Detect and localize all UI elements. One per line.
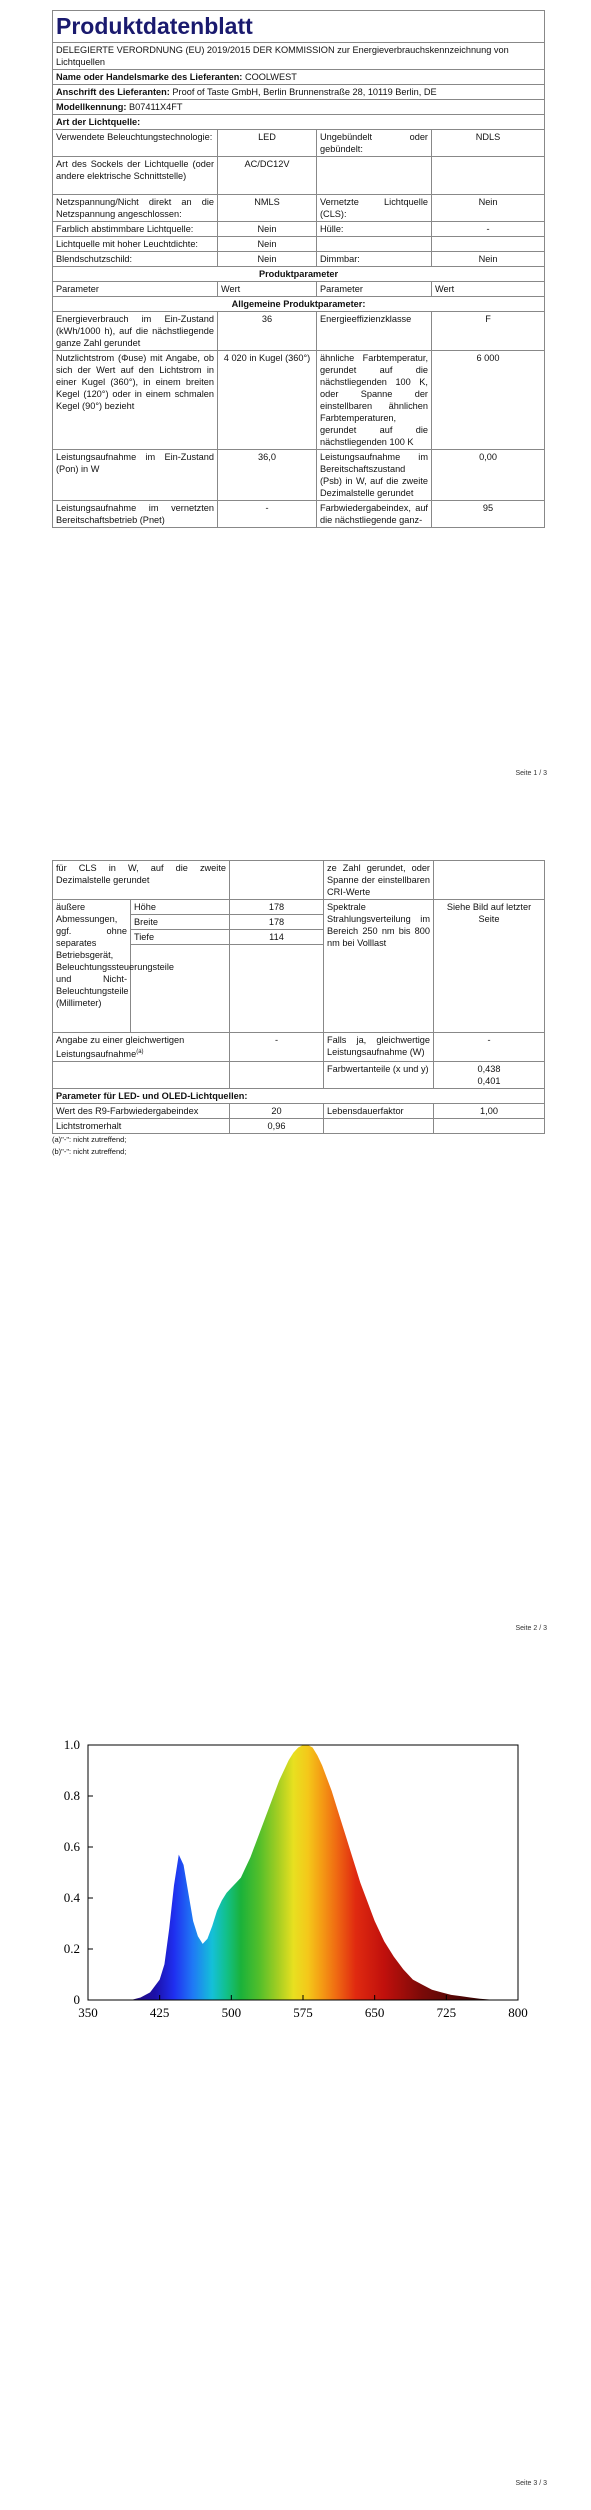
dimension-name: Breite — [131, 915, 230, 930]
continued-row: für CLS in W, auf die zweite Dezimalstelle gerundet ze Zahl gerundet, oder Spanne der einstellbaren CRI-Werte — [53, 861, 545, 900]
equivalent-power-w-value: - — [434, 1033, 545, 1062]
dimension-value: 178 — [230, 900, 324, 915]
page-number: Seite 3 / 3 — [515, 2480, 547, 2487]
general-row: Energieverbrauch im Ein-Zustand (kWh/1000 h), auf die nächstliegende ganze Zahl gerundet 36 Energieeffizienzklasse F — [53, 312, 545, 351]
model-row — [53, 100, 545, 115]
product-data-sheet-table-continued — [52, 860, 545, 1134]
model-value: B07411X4FT — [129, 102, 183, 112]
dimension-value: 114 — [230, 930, 324, 945]
dimension-name: Höhe — [131, 900, 230, 915]
dimension-row — [53, 900, 545, 915]
page-title: Produktdatenblatt — [53, 11, 545, 43]
spectrum-area — [131, 1745, 499, 2000]
regulation-text: DELEGIERTE VERORDNUNG (EU) 2019/2015 DER KOMMISSION zur Energieverbrauchskennzeichnung von Lichtquellen — [53, 43, 545, 70]
chromaticity-label: Farbwertanteile (x und y) — [324, 1062, 434, 1089]
x-tick-label: 725 — [436, 2005, 457, 2020]
dimension-value: 178 — [230, 915, 324, 930]
address-row — [53, 85, 545, 100]
chromaticity-y: 0,401 — [477, 1076, 501, 1087]
type-row: Netzspannung/Nicht direkt an die Netzspannung angeschlossen: NMLS Vernetzte Lichtquelle (CLS): Nein — [53, 195, 545, 222]
equivalent-power-row: Angabe zu einer gleichwertigen Leistungsaufnahme$^{(a)}$ - Falls ja, gleichwertige Leistungsaufnahme (W) - — [53, 1033, 545, 1062]
y-tick-label: 0.8 — [63, 1788, 80, 1803]
brand-row — [53, 70, 545, 85]
equivalent-power-label: Angabe zu einer gleichwertigen Leistungsaufnahme — [56, 1035, 185, 1060]
type-row: Art des Sockels der Lichtquelle (oder andere elektrische Schnittstelle) AC/DC12V — [53, 157, 545, 195]
led-row: Lichtstromerhalt 0,96 — [53, 1119, 545, 1134]
model-label: Modellkennung: — [56, 102, 127, 112]
footnote-b: (b)"-": nicht zutreffend; — [52, 1147, 127, 1157]
page-2 — [0, 860, 591, 1640]
general-row: Leistungsaufnahme im Ein-Zustand (Pon) in W 36,0 Leistungsaufnahme im Bereitschaftszustand (Psb) in W, auf die zweite Dezimalstelle gerundet 0,00 — [53, 450, 545, 501]
brand-value: COOLWEST — [244, 72, 297, 82]
chromaticity-row — [53, 1062, 545, 1089]
led-parameters-header: Parameter für LED- und OLED-Lichtquellen: — [53, 1089, 545, 1104]
page-number: Seite 1 / 3 — [515, 770, 547, 777]
y-tick-label: 0.4 — [63, 1890, 80, 1905]
type-row: Verwendete Beleuchtungstechnologie: LED Ungebündelt oder gebündelt: NDLS — [53, 130, 545, 157]
brand-label: Name oder Handelsmarke des Lieferanten: — [56, 72, 243, 82]
x-tick-label: 425 — [149, 2005, 170, 2020]
type-row: Farblich abstimmbare Lichtquelle: Nein Hülle: - — [53, 222, 545, 237]
chromaticity-x: 0,438 — [477, 1064, 501, 1075]
page-number: Seite 2 / 3 — [515, 1625, 547, 1632]
led-row: Wert des R9-Farbwiedergabeindex 20 Lebensdauerfaktor 1,00 — [53, 1104, 545, 1119]
type-row: Lichtquelle mit hoher Leuchtdichte: Nein — [53, 237, 545, 252]
spectral-label: Spektrale Strahlungsverteilung im Bereich 250 nm bis 800 nm bei Volllast — [324, 900, 434, 1033]
y-tick-label: 0 — [73, 1992, 80, 2007]
y-tick-label: 0.2 — [63, 1941, 80, 1956]
general-row: Leistungsaufnahme im vernetzten Bereitschaftsbetrieb (Pnet) - Farbwiedergabeindex, auf die nächstliegende ganz- 95 — [53, 501, 545, 528]
y-tick-label: 1.0 — [63, 1737, 80, 1752]
address-label: Anschrift des Lieferanten: — [56, 87, 170, 97]
general-parameters-header: Allgemeine Produktparameter: — [53, 297, 545, 312]
page-3 — [0, 1700, 591, 2510]
type-row: Blendschutzschild: Nein Dimmbar: Nein — [53, 252, 545, 267]
light-source-type-header: Art der Lichtquelle: — [53, 115, 545, 130]
y-tick-label: 0.6 — [63, 1839, 80, 1854]
x-tick-label: 800 — [508, 2005, 528, 2020]
x-tick-label: 650 — [364, 2005, 385, 2020]
general-row: Nutzlichtstrom (Φuse) mit Angabe, ob sich der Wert auf den Lichtstrom in einer Kugel (360°), in einem breiten Kegel (120°) oder in einem schmalen Kegel (90°) bezieht 4 020 in Kugel (360°) ähnliche Farbtemperatur, gerundet auf die nächstliegenden 100 K, oder Spanne der einstellbaren ähnlichen Farbtemperaturen, gerundet auf die nächstliegenden 100 K 6 000 — [53, 351, 545, 450]
dimensions-label: äußere Abmessungen, ggf. ohne separates Betriebsgerät, Beleuchtungssteuerungsteile und Nicht-Beleuchtungsteile (Millimeter) — [53, 900, 131, 1033]
footnote-a: (a)"-": nicht zutreffend; — [52, 1135, 127, 1145]
x-tick-label: 575 — [293, 2005, 313, 2020]
spectral-distribution-chart — [0, 1710, 591, 2030]
product-data-sheet-table — [52, 10, 545, 528]
x-tick-label: 350 — [78, 2005, 98, 2020]
page-1 — [0, 0, 591, 790]
column-header-row: Parameter Wert Parameter Wert — [53, 282, 545, 297]
equivalent-power-w-label: Falls ja, gleichwertige Leistungsaufnahme (W) — [324, 1033, 434, 1062]
x-tick-label: 500 — [221, 2005, 242, 2020]
spectral-value: Siehe Bild auf letzter Seite — [434, 900, 545, 1033]
dimension-name: Tiefe — [131, 930, 230, 945]
address-value: Proof of Taste GmbH, Berlin Brunnenstraße 28, 10119 Berlin, DE — [172, 87, 437, 97]
product-parameters-header: Produktparameter — [53, 267, 545, 282]
equivalent-power-value: - — [230, 1033, 324, 1062]
